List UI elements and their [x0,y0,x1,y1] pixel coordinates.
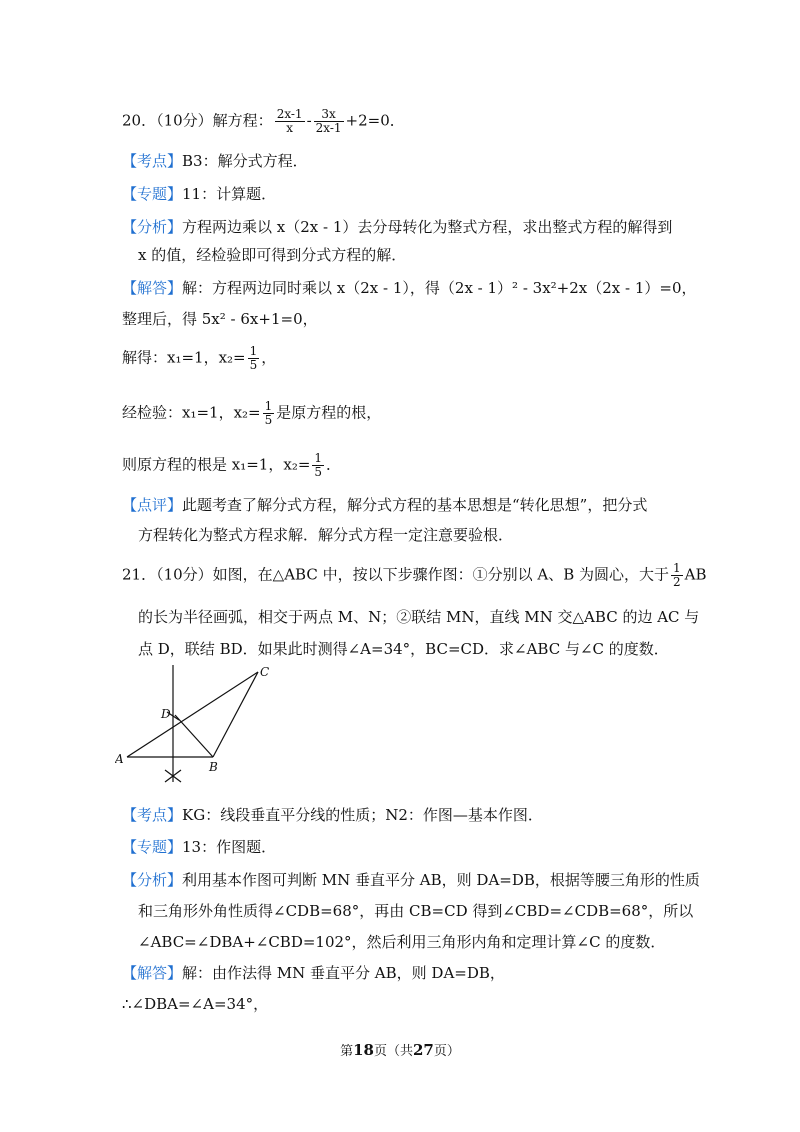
minus-sign: - [306,111,312,130]
tag-fenxi: 【分析】 [122,871,183,889]
label-b: B [209,760,218,774]
jianyan-post: 是原方程的根， [276,403,382,422]
ab-label: AB [684,565,707,584]
tag-kaodian: 【考点】 [122,806,183,824]
denominator: 5 [264,413,273,427]
tag-zhuanti: 【专题】 [122,185,183,203]
q21-line-1 [122,562,706,589]
page-total: 27 [413,1041,434,1059]
numerator: 1 [249,344,258,358]
tag-jieda: 【解答】 [122,964,183,982]
q20-zhuanti [122,184,276,204]
label-d: D [161,707,171,721]
q20-jiede [122,345,276,372]
q20-jieda-2: 整理后，得 5x² - 6x+1=0， [122,310,318,328]
fenxi-text-1: 利用基本作图可判断 MN 垂直平分 AB，则 DA=DB，根据等腰三角形的性质 [182,871,700,889]
tag-dianping: 【点评】 [122,496,183,514]
kaodian-text: B3：解分式方程． [182,152,308,170]
fraction-1-5-b [263,400,275,427]
numerator: 1 [672,561,681,575]
q21-fenxi-3: ∠ABC=∠DBA+∠CBD=102°，然后利用三角形内角和定理计算∠C 的度数． [138,933,666,951]
fraction-2 [314,108,344,135]
q21-kaodian [122,805,543,825]
q21-line-3: 点 D，联结 BD．如果此时测得∠A=34°，BC=CD．求∠ABC 与∠C 的度数． [138,640,669,658]
equation-tail: +2=0． [345,111,405,130]
fenxi-text-1: 方程两边乘以 x（2x - 1）去分母转化为整式方程，求出整式方程的解得到 [182,218,673,236]
segment-bd [175,715,213,757]
comma: ， [261,348,277,367]
q21-fenxi-2: 和三角形外角性质得∠CDB=68°，再由 CB=CD 得到∠CBD=∠CDB=68°，所以 [138,902,694,920]
segment-bc [213,672,258,757]
tag-fenxi: 【分析】 [122,218,183,236]
fraction-1-denominator: x [286,121,294,135]
label-a: A [115,752,124,766]
q20-ze [122,452,341,479]
fraction-1 [275,108,305,135]
tag-kaodian: 【考点】 [122,152,183,170]
q21-text-1: 21．（10分）如图，在△ABC 中，按以下步骤作图：①分别以 A、B 为圆心，大于 [122,565,669,584]
footer-pre: 第 [340,1044,354,1059]
jieda-text-1: 解：方程两边同时乘以 x（2x - 1），得（2x - 1）² - 3x²+2x（2x - 1）=0， [182,279,697,297]
fraction-2-numerator: 3x [314,108,344,122]
q20-kaodian [122,151,308,171]
q21-jieda-1 [122,963,505,983]
tag-jieda: 【解答】 [122,279,183,297]
segment-ac [127,672,258,757]
denominator: 5 [314,465,323,479]
zhuanti-text: 11：计算题． [182,185,277,203]
footer-mid: 页（共 [373,1044,413,1059]
q21-zhuanti [122,837,276,857]
fraction-1-5-c [312,452,324,479]
fraction-2-denominator: 2x-1 [315,121,342,135]
dianping-text-1: 此题考查了解分式方程，解分式方程的基本思想是“转化思想”，把分式 [182,496,648,514]
numerator: 1 [264,399,273,413]
q20-fenxi-1 [122,217,672,237]
page-footer [0,1040,800,1059]
page-number: 18 [353,1041,374,1059]
tag-zhuanti: 【专题】 [122,838,183,856]
numerator: 1 [314,451,323,465]
q20-title: 20．（10分）解方程： [122,111,273,130]
fraction-1-numerator: 2x-1 [276,107,303,121]
denominator: 5 [249,358,258,372]
q20-jieda-1 [122,278,697,298]
q20-dianping-2: 方程转化为整式方程求解．解分式方程一定注意要验根． [138,526,514,544]
fraction-half [671,562,683,589]
q20-jianyan [122,400,381,427]
label-c: C [260,665,270,679]
footer-post: 页） [433,1044,460,1059]
triangle-figure [115,660,285,790]
jiede-text: 解得：x₁=1，x₂= [122,348,246,367]
jieda-text-1: 解：由作法得 MN 垂直平分 AB，则 DA=DB， [182,964,505,982]
ze-post: ． [326,455,342,474]
q21-jieda-2: ∴∠DBA=∠A=34°， [122,995,269,1013]
denominator: 2 [672,575,681,589]
fraction-1-5-a [248,345,260,372]
jianyan-text: 经检验：x₁=1，x₂= [122,403,261,422]
zhuanti-text: 13：作图题． [182,838,277,856]
q21-fenxi-1 [122,870,700,890]
q20-dianping-1 [122,495,647,515]
ze-text: 则原方程的根是 x₁=1，x₂= [122,455,311,474]
q20-header [122,108,405,135]
q21-line-2: 的长为半径画弧，相交于两点 M、N；②联结 MN，直线 MN 交△ABC 的边 AC 与 [138,608,700,626]
q20-fenxi-2: x 的值，经检验即可得到分式方程的解． [138,246,407,264]
kaodian-text: KG：线段垂直平分线的性质；N2：作图—基本作图． [182,806,543,824]
